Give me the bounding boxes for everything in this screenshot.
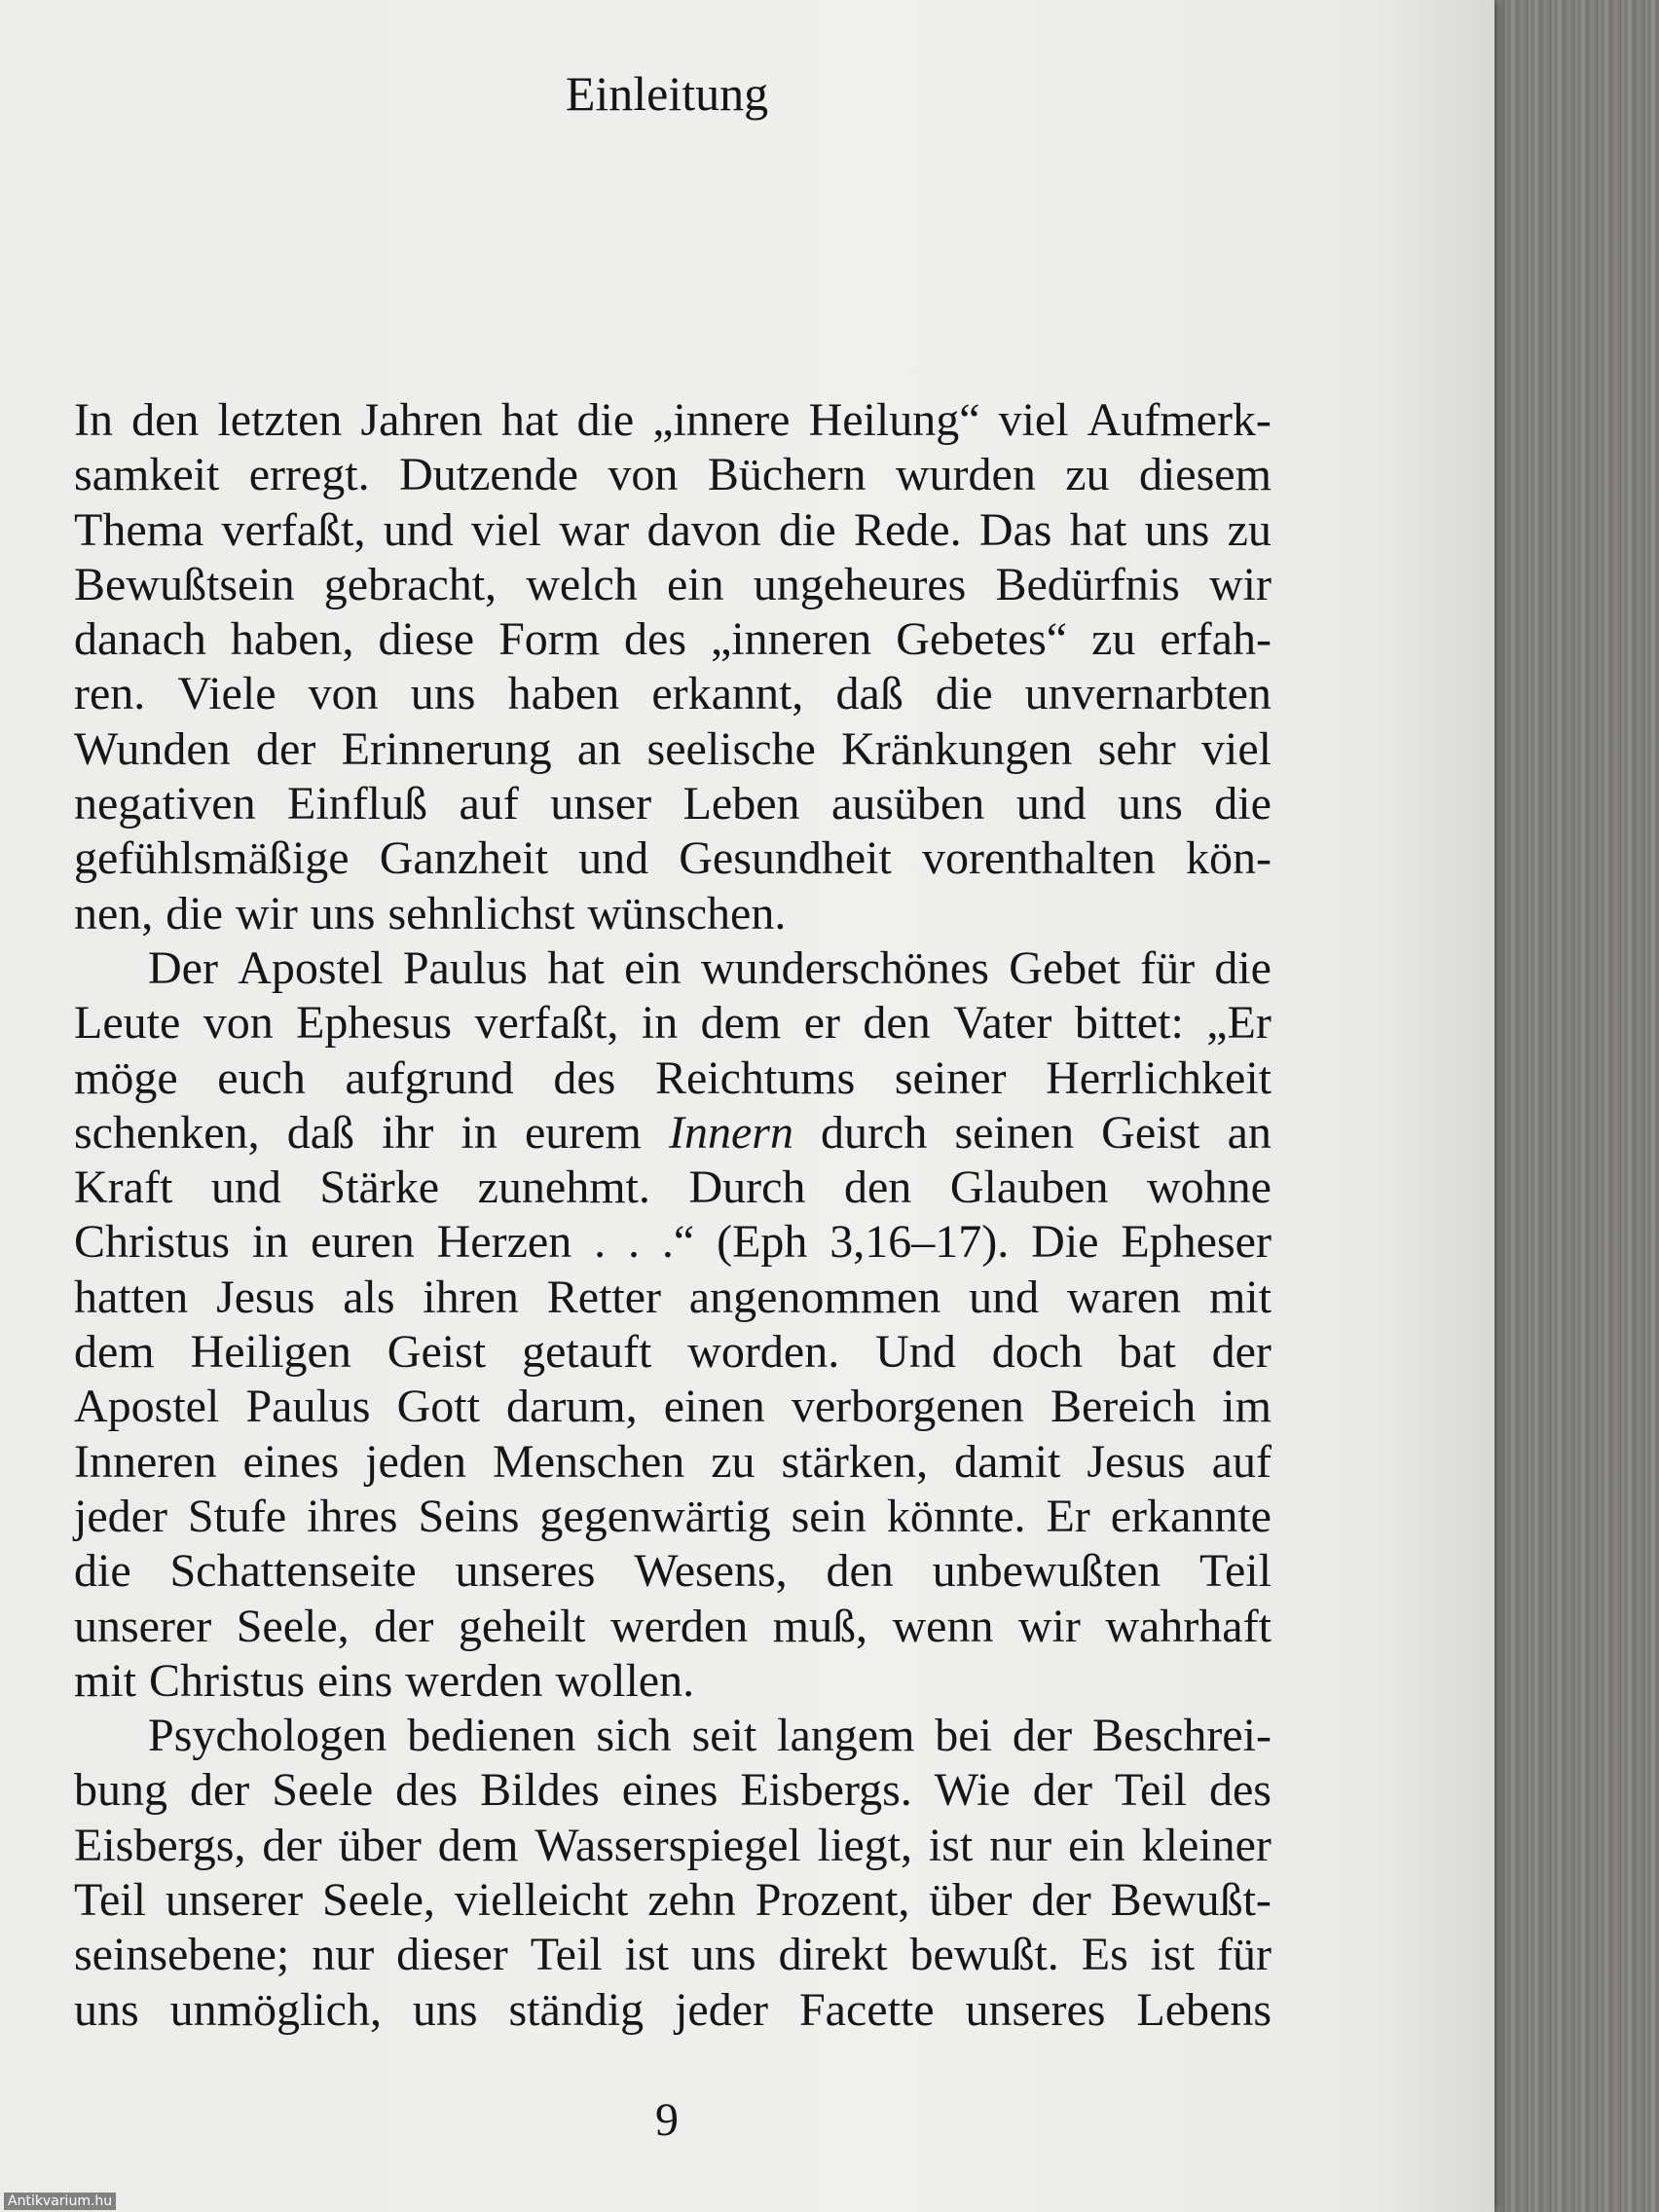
text-line: Psychologen bedienen sich seit langem bei der Beschrei- bbox=[148, 1710, 1272, 1762]
text-line: schenken, daß ihr in eurem Innern durch seinen Geist an bbox=[74, 1106, 1272, 1159]
text-line: Christus in euren Herzen . . .“ (Eph 3,16–17). Die Epheser bbox=[74, 1216, 1272, 1269]
text-line: Leute von Ephesus verfaßt, in dem er den Vater bittet: „Er bbox=[74, 997, 1272, 1050]
text-line: negativen Einfluß auf unser Leben ausüben und uns die bbox=[74, 778, 1272, 830]
page-number: 9 bbox=[655, 2094, 679, 2146]
text-line: Der Apostel Paulus hat ein wunderschönes Gebet für die bbox=[148, 941, 1272, 994]
text-line: seinsebene; nur dieser Teil ist uns direkt bewußt. Es ist für bbox=[74, 1929, 1272, 1981]
text-line: Kraft und Stärke zunehmt. Durch den Glauben wohne bbox=[74, 1161, 1272, 1214]
text-line: bung der Seele des Bildes eines Eisbergs. Wie der Teil des bbox=[74, 1764, 1272, 1817]
text-line: die Schattenseite unseres Wesens, den unbewußten Teil bbox=[74, 1545, 1272, 1598]
background-surface bbox=[1480, 0, 1659, 2212]
text-line: jeder Stufe ihres Seins gegenwärtig sein könnte. Er erkannte bbox=[74, 1490, 1272, 1542]
text-line: Teil unserer Seele, vielleicht zehn Prozent, über der Bewußt- bbox=[74, 1874, 1272, 1927]
text-line: Inneren eines jeden Menschen zu stärken, damit Jesus auf bbox=[74, 1435, 1272, 1488]
body-text bbox=[74, 393, 1272, 2038]
text-line: gefühlsmäßige Ganzheit und Gesundheit vorenthalten kön- bbox=[74, 832, 1272, 885]
chapter-heading: Einleitung bbox=[565, 66, 769, 121]
text-line: Wunden der Erinnerung an seelische Kränkungen sehr viel bbox=[74, 722, 1272, 775]
text-line: nen, die wir uns sehnlichst wünschen. bbox=[74, 887, 787, 940]
text-line: Bewußtsein gebracht, welch ein ungeheures Bedürfnis wir bbox=[74, 558, 1272, 610]
text-line: samkeit erregt. Dutzende von Büchern wurden zu diesem bbox=[74, 449, 1272, 501]
text-line: In den letzten Jahren hat die „innere Heilung“ viel Aufmerk- bbox=[74, 394, 1272, 446]
text-line: mit Christus eins werden wollen. bbox=[74, 1654, 695, 1707]
text-line: dem Heiligen Geist getauft worden. Und doch bat der bbox=[74, 1326, 1272, 1379]
text-line: Thema verfaßt, und viel war davon die Rede. Das hat uns zu bbox=[74, 503, 1272, 556]
text-line: möge euch aufgrund des Reichtums seiner Herrlichkeit bbox=[74, 1051, 1272, 1104]
text-line: hatten Jesus als ihren Retter angenommen und waren mit bbox=[74, 1271, 1272, 1323]
text-line: unserer Seele, der geheilt werden muß, wenn wir wahrhaft bbox=[74, 1600, 1272, 1652]
text-line: ren. Viele von uns haben erkannt, daß die unvernarbten bbox=[74, 668, 1272, 720]
text-line: uns unmöglich, uns ständig jeder Facette unseres Lebens bbox=[74, 1983, 1272, 2036]
text-line: Eisbergs, der über dem Wasserspiegel liegt, ist nur ein kleiner bbox=[74, 1819, 1272, 1871]
text-line: Apostel Paulus Gott darum, einen verborgenen Bereich im bbox=[74, 1381, 1272, 1433]
watermark: Antikvarium.hu bbox=[4, 2193, 116, 2210]
text-line: danach haben, diese Form des „inneren Gebetes“ zu erfah- bbox=[74, 613, 1272, 666]
